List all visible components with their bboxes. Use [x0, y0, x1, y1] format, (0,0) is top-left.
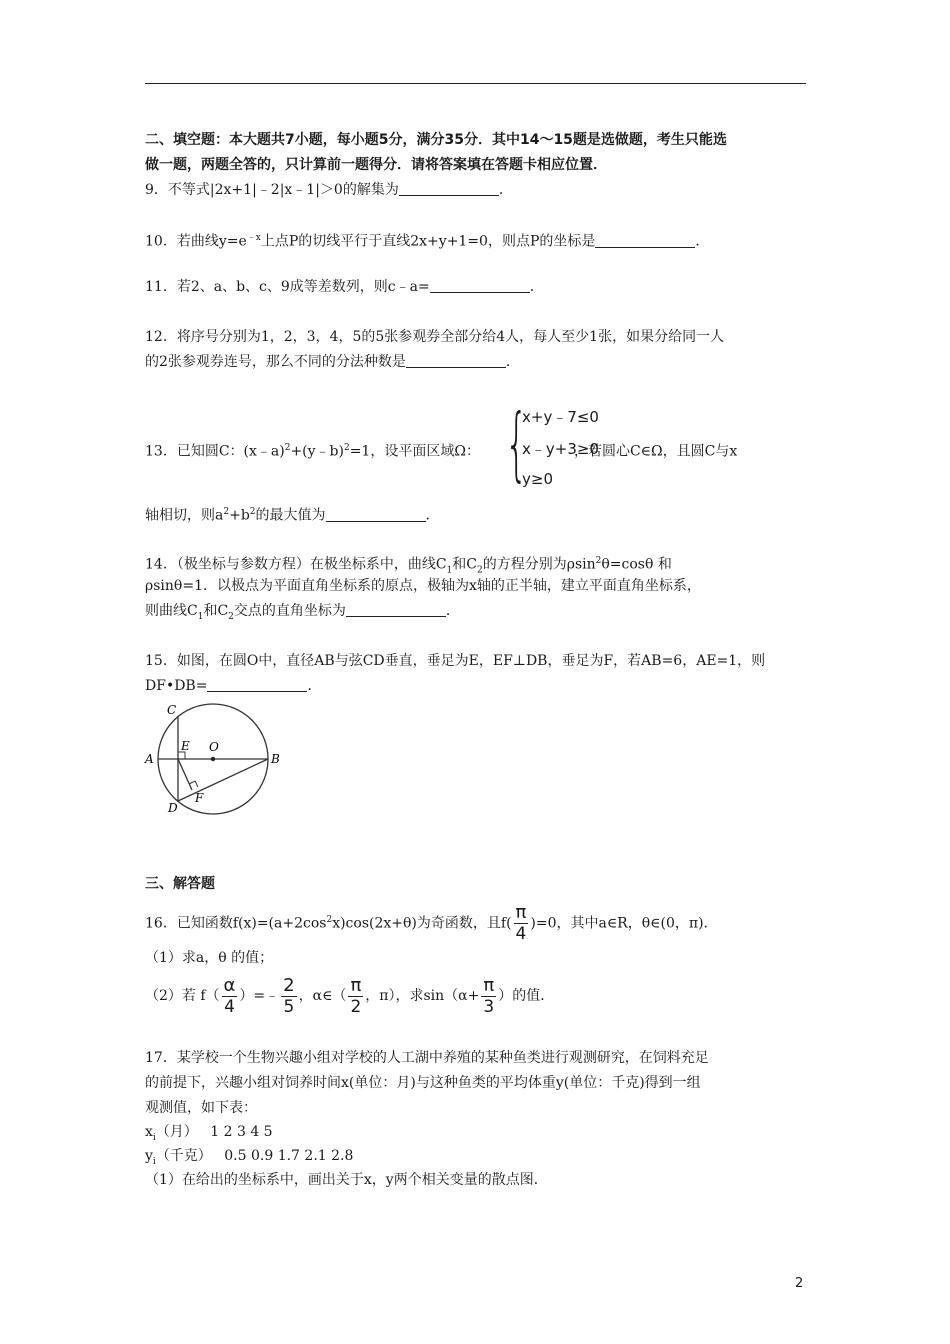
- q13-line2-post: 的最大值为: [255, 507, 326, 524]
- q14-text-d: θ=cosθ 和: [601, 556, 672, 573]
- q14-text-a: 14．（极坐标与参数方程）在极坐标系中，曲线C: [145, 556, 447, 573]
- q9-end: ．: [498, 182, 513, 198]
- section2-title-line2: 做一题，两题全答的，只计算前一题得分．请将答案填在答题卡相应位置．: [145, 157, 607, 173]
- q16-p2-e: ）的值．: [498, 988, 555, 1004]
- q13-line2-sup2: 2: [249, 507, 256, 517]
- system-row-1: x+y﹣7≤0: [522, 408, 599, 426]
- q13-line2-mid: +b: [229, 507, 250, 524]
- question-14-line2: ρsinθ=1．以极点为平面直角坐标系的原点，极轴为x轴的正半轴，建立平面直角坐标系，: [145, 578, 701, 594]
- frac-num: α: [223, 974, 236, 996]
- q15-text: DF•DB=: [145, 678, 208, 694]
- q14-answer-blank[interactable]: [346, 602, 446, 617]
- label-d: D: [168, 801, 178, 815]
- q11-end: ．: [529, 279, 544, 295]
- q11-answer-blank[interactable]: [430, 278, 530, 293]
- x-values: 1 2 3 4 5: [210, 1124, 273, 1140]
- frac-den: 5: [283, 996, 295, 1017]
- frac-num: π: [515, 902, 527, 924]
- q13-text-2: +(y﹣b): [290, 443, 344, 460]
- question-9: [145, 180, 513, 200]
- q17-x-row: [145, 1122, 273, 1148]
- q16-fraction-2-5: [281, 976, 296, 1017]
- header-rule: [145, 83, 806, 84]
- question-12-line1: 12．将序号分别为1，2，3，4，5的5张参观券全部分给4人，每人至少1张，如果分给同一人: [145, 329, 725, 345]
- q16-text: 16．已知函数f(x)=(a+2cos: [145, 915, 327, 932]
- q14-line3-c: 交点的直角坐标为: [233, 603, 346, 619]
- q13-text-3: =1，设平面区域Ω：: [349, 443, 480, 460]
- q16-fraction-pi-4: [514, 903, 529, 944]
- q16-p2-c: ，α∈（: [298, 988, 347, 1004]
- q10-end: ．: [695, 233, 710, 250]
- section3-title: 三、解答题: [145, 876, 215, 892]
- q16-sup: 2: [326, 915, 333, 925]
- q16-p2-b: ）=﹣: [239, 988, 280, 1004]
- y-values: 0.5 0.9 1.7 2.1 2.8: [224, 1148, 354, 1164]
- q13-answer-blank[interactable]: [326, 507, 426, 522]
- right-angle-mark-e: [178, 752, 185, 759]
- question-13-line1: [145, 438, 737, 462]
- q15-end: ．: [307, 678, 322, 694]
- q14-text-b: 和C: [452, 556, 477, 573]
- question-17-line3: 观测值，如下表：: [145, 1100, 257, 1116]
- label-o: O: [209, 740, 219, 754]
- q16-p2-d: ，π），求sin（α+: [365, 988, 480, 1004]
- question-16-part1: （1）求a，θ 的值；: [145, 950, 274, 966]
- q14-sub3: 1: [197, 611, 204, 622]
- question-17-line2: 的前提下，兴趣小组对饲养时间x(单位：月)与这种鱼类的平均体重y(单位：千克)得到一组: [145, 1075, 701, 1091]
- question-16-line1: [145, 898, 718, 945]
- question-13-line2: [145, 502, 440, 526]
- q16-text-3: )=0，其中a∈R，θ∈(0，π)．: [530, 915, 718, 932]
- q15-answer-blank[interactable]: [207, 677, 307, 692]
- frac-num: 2: [283, 974, 295, 996]
- x-label-sub: i: [152, 1132, 156, 1143]
- label-f: F: [195, 791, 204, 805]
- q13-end: ．: [425, 507, 440, 524]
- question-14-line3: [145, 601, 460, 627]
- q14-line3-b: 和C: [203, 603, 229, 619]
- q11-text: 11．若2、a、b、c、9成等差数列，则c﹣a=: [145, 279, 430, 295]
- q12-end: ．: [505, 354, 520, 370]
- x-label-unit: （月）: [155, 1124, 198, 1140]
- question-10: [145, 228, 709, 252]
- question-15-line2: [145, 676, 321, 696]
- q13-sup2: 2: [343, 443, 350, 453]
- q14-sup: 2: [595, 556, 602, 566]
- frac-den: 4: [515, 924, 527, 945]
- q10-text: 10．若曲线y=e: [145, 233, 247, 250]
- frac-den: 3: [483, 996, 495, 1017]
- q13-line2-text: 轴相切，则a: [145, 507, 224, 524]
- q14-line3-a: 则曲线C: [145, 603, 198, 619]
- x-label: x: [145, 1124, 153, 1140]
- question-11: [145, 277, 544, 297]
- q14-text-c: 的方程分别为ρsin: [482, 556, 596, 573]
- label-e: E: [181, 739, 190, 753]
- label-b: B: [271, 752, 280, 766]
- q14-sub1: 1: [446, 565, 453, 576]
- frac-num: π: [483, 974, 495, 996]
- q14-sub4: 2: [228, 611, 234, 622]
- q9-text: 9．不等式|2x+1|﹣2|x﹣1|＞0的解集为: [145, 182, 399, 198]
- question-12-line2: [145, 352, 520, 372]
- left-brace-icon: {: [505, 397, 528, 490]
- frac-num: π: [350, 974, 362, 996]
- system-row-2: x﹣y+3≥0: [522, 440, 599, 458]
- frac-den: 2: [350, 996, 362, 1017]
- q12-answer-blank[interactable]: [406, 353, 506, 368]
- y-label-unit: （千克）: [155, 1148, 212, 1164]
- q9-answer-blank[interactable]: [399, 181, 499, 196]
- q13-text: 13．已知圆C：(x﹣a): [145, 443, 285, 460]
- q14-end: ．: [445, 603, 460, 619]
- q16-p2-a: （2）若 f（: [145, 988, 220, 1004]
- q16-fraction-pi-2: [348, 976, 363, 1017]
- y-label-sub: i: [152, 1156, 156, 1167]
- q10-exponent: ﹣x: [246, 233, 261, 243]
- q16-text-2: x)cos(2x+θ)为奇函数，且f(: [332, 915, 512, 932]
- question-15-line1: 15．如图，在圆O中，直径AB与弦CD垂直，垂足为E，EF⊥DB，垂足为F，若AB=6，AE=1，则: [145, 653, 766, 669]
- question-16-part2: [145, 974, 554, 1018]
- q13-text-4: ，若圆心C∈Ω，且圆C与x: [573, 443, 738, 460]
- center-point-o: [211, 757, 215, 761]
- segment-ef: [178, 759, 192, 790]
- label-a: A: [145, 752, 154, 766]
- question-17-line1: 17．某学校一个生物兴趣小组对学校的人工湖中养殖的某种鱼类进行观测研究，在饲料充足: [145, 1050, 709, 1066]
- question-17-part1: （1）在给出的坐标系中，画出关于x，y两个相关变量的散点图．: [145, 1172, 548, 1188]
- q10-answer-blank[interactable]: [595, 233, 695, 248]
- section2-title-line1: 二、填空题：本大题共7小题，每小题5分，满分35分．其中14～15题是选做题，考生只能选: [145, 132, 727, 148]
- system-row-3: y≥0: [522, 470, 553, 488]
- q12-text: 的2张参观券连号，那么不同的分法种数是: [145, 354, 406, 370]
- q16-fraction-alpha-4: [222, 976, 238, 1017]
- q13-sup1: 2: [284, 443, 291, 453]
- circle-geometry-figure: [140, 700, 290, 820]
- q13-line2-sup1: 2: [223, 507, 230, 517]
- q13-inequality-system: [505, 397, 615, 492]
- label-c: C: [167, 703, 177, 717]
- y-label: y: [145, 1148, 153, 1164]
- q16-fraction-pi-3: [481, 976, 496, 1017]
- q14-sub2: 2: [476, 565, 483, 576]
- q17-y-row: [145, 1146, 353, 1172]
- frac-den: 4: [224, 996, 235, 1017]
- page-number: 2: [795, 1276, 804, 1291]
- q10-text-2: 上点P的切线平行于直线2x+y+1=0，则点P的坐标是: [260, 233, 596, 250]
